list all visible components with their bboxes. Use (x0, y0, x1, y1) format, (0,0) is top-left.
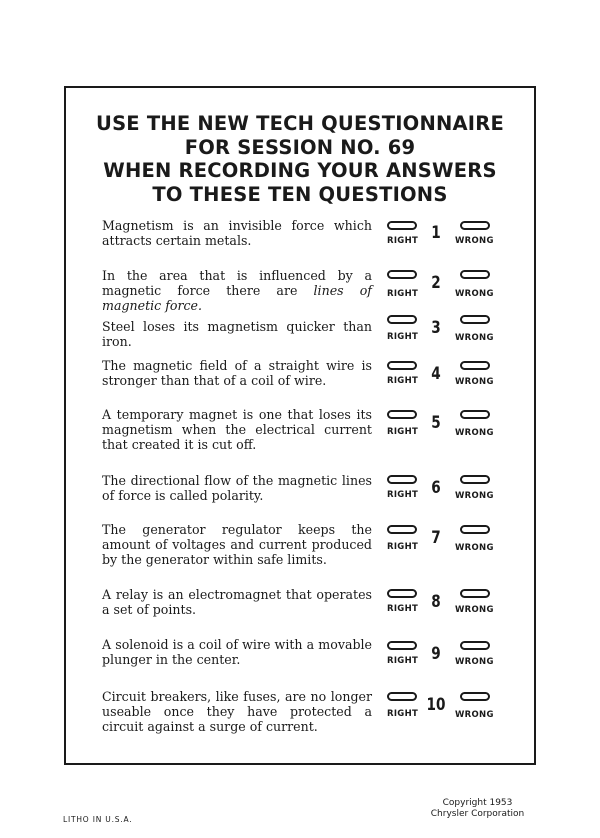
answer-1-wrong-bubble[interactable] (460, 221, 490, 230)
right-label: RIGHT (387, 709, 419, 719)
answer-5-right-bubble[interactable] (387, 410, 417, 419)
right-label: RIGHT (387, 332, 419, 342)
answer-8-wrong-bubble[interactable] (460, 589, 490, 598)
question-4-number: 4 (431, 364, 441, 384)
wrong-label: WRONG (455, 491, 494, 501)
question-4-text: The magnetic field of a straight wire is stronger than that of a coil of wire. (102, 358, 372, 388)
right-label: RIGHT (387, 604, 419, 614)
answer-3-wrong-bubble[interactable] (460, 315, 490, 324)
answer-6-right-bubble[interactable] (387, 475, 417, 484)
wrong-label: WRONG (455, 377, 494, 387)
question-2-text-italic: lines of magnetic force. (102, 283, 372, 313)
question-8-number: 8 (431, 592, 441, 612)
wrong-label: WRONG (455, 543, 494, 553)
answer-9-right-bubble[interactable] (387, 641, 417, 650)
question-1-text: Magnetism is an invisible force which attracts certain metals. (102, 218, 372, 248)
answer-10-right-bubble[interactable] (387, 692, 417, 701)
answer-9-wrong-bubble[interactable] (460, 641, 490, 650)
answer-2-wrong-bubble[interactable] (460, 270, 490, 279)
answer-4-right-bubble[interactable] (387, 361, 417, 370)
right-label: RIGHT (387, 236, 419, 246)
right-label: RIGHT (387, 376, 419, 386)
question-6-text: The directional flow of the magnetic lines of force is called polarity. (102, 473, 372, 503)
wrong-label: WRONG (455, 710, 494, 720)
questionnaire-heading (0, 112, 600, 206)
answer-1-right-bubble[interactable] (387, 221, 417, 230)
heading-line-1: USE THE NEW TECH QUESTIONNAIRE (96, 112, 504, 135)
copyright-owner: Chrysler Corporation (430, 809, 525, 819)
answer-6-wrong-bubble[interactable] (460, 475, 490, 484)
right-label: RIGHT (387, 490, 419, 500)
answer-2-right-bubble[interactable] (387, 270, 417, 279)
question-8-text: A relay is an electromagnet that operates a set of points. (102, 587, 372, 617)
question-3-text: Steel loses its magnetism quicker than iron. (102, 319, 372, 349)
question-2-number: 2 (431, 273, 441, 293)
question-3-number: 3 (431, 318, 441, 338)
heading-line-4: TO THESE TEN QUESTIONS (152, 182, 448, 206)
question-7-number: 7 (431, 528, 441, 548)
question-1-number: 1 (431, 223, 441, 243)
question-7-text: The generator regulator keeps the amount of voltages and current produced by the generator within safe limits. (102, 522, 372, 567)
question-5-text: A temporary magnet is one that loses its magnetism when the electrical current that created it is cut off. (102, 407, 372, 452)
question-2-text-plain: In the area that is influenced by a magnetic force there are (102, 268, 372, 298)
heading-line-3: WHEN RECORDING YOUR ANSWERS (103, 159, 497, 182)
right-label: RIGHT (387, 427, 419, 437)
wrong-label: WRONG (455, 428, 494, 438)
copyright-notice (420, 798, 535, 820)
answer-3-right-bubble[interactable] (387, 315, 417, 324)
wrong-label: WRONG (455, 236, 494, 246)
right-label: RIGHT (387, 542, 419, 552)
question-10-text: Circuit breakers, like fuses, are no longer useable once they have protected a circuit against a surge of current. (102, 689, 372, 734)
question-9-text: A solenoid is a coil of wire with a movable plunger in the center. (102, 637, 372, 667)
litho-note: LITHO IN U.S.A. (63, 815, 133, 824)
copyright-year: Copyright 1953 (442, 798, 513, 808)
answer-7-wrong-bubble[interactable] (460, 525, 490, 534)
question-10-number: 10 (426, 695, 446, 715)
question-9-number: 9 (431, 644, 441, 664)
answer-7-right-bubble[interactable] (387, 525, 417, 534)
answer-5-wrong-bubble[interactable] (460, 410, 490, 419)
wrong-label: WRONG (455, 333, 494, 343)
wrong-label: WRONG (455, 605, 494, 615)
right-label: RIGHT (387, 289, 419, 299)
heading-line-2: FOR SESSION NO. 69 (184, 135, 416, 159)
question-5-number: 5 (431, 413, 441, 433)
wrong-label: WRONG (455, 289, 494, 299)
right-label: RIGHT (387, 656, 419, 666)
answer-10-wrong-bubble[interactable] (460, 692, 490, 701)
wrong-label: WRONG (455, 657, 494, 667)
question-6-number: 6 (431, 478, 441, 498)
answer-8-right-bubble[interactable] (387, 589, 417, 598)
question-2-text (102, 268, 372, 313)
answer-4-wrong-bubble[interactable] (460, 361, 490, 370)
